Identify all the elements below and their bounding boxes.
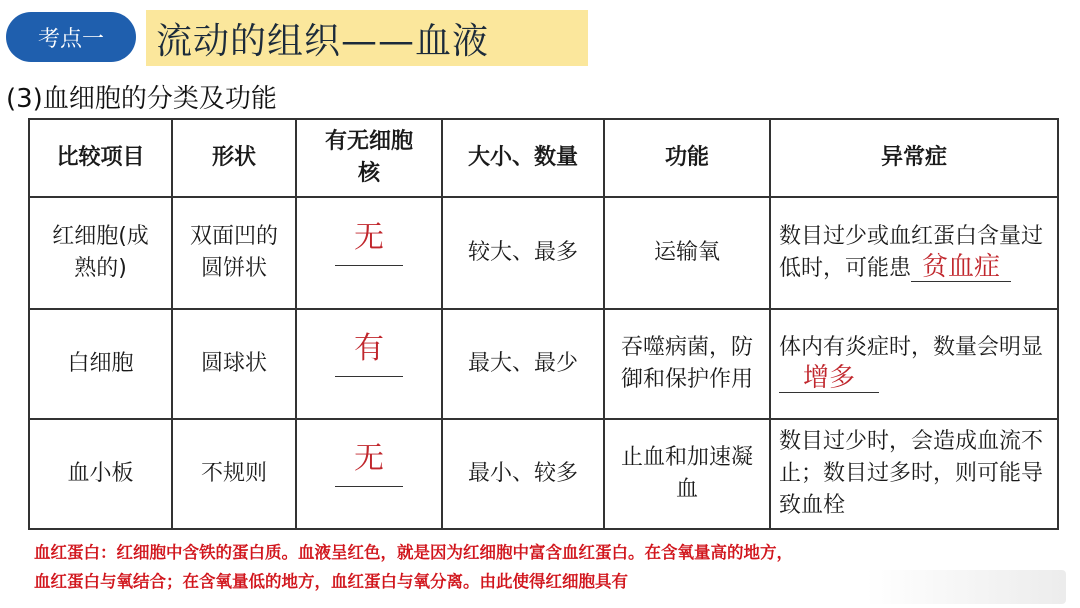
abnormal-text: 数目过少或血红蛋白含量过低时，可能患: [779, 224, 1044, 281]
note-line-2: 血红蛋白与氧结合；在含氧量低的地方，血红蛋白与氧分离。由此使得红细胞具有: [34, 572, 628, 591]
cell-nucleus: [296, 419, 442, 529]
handwritten-answer: 无: [354, 220, 384, 255]
section-subtitle: (3)血细胞的分类及功能: [6, 84, 277, 114]
cell-abnormal: 数目过少时，会造成血流不止；数目过多时，则可能导致血栓: [770, 419, 1058, 529]
answer-blank: [335, 220, 403, 268]
header-item: 比较项目: [29, 119, 172, 197]
header-shape: 形状: [172, 119, 296, 197]
answer-blank: [335, 331, 403, 379]
header-nucleus: 有无细胞核: [296, 119, 442, 197]
page-title: 流动的组织——血液: [146, 10, 588, 66]
header-function: 功能: [604, 119, 770, 197]
cell-nucleus: [296, 309, 442, 419]
cell-function: 止血和加速凝血: [604, 419, 770, 529]
note-line-1: 血红蛋白：红细胞中含铁的蛋白质。血液呈红色，就是因为红细胞中富含血红蛋白。在含氧量高的地方，: [34, 543, 793, 562]
section-badge: 考点一: [6, 12, 136, 62]
cell-item: 血小板: [29, 419, 172, 529]
cell-abnormal: [770, 309, 1058, 419]
table-row: [29, 419, 1058, 529]
cell-shape: 不规则: [172, 419, 296, 529]
handwritten-answer: 无: [354, 441, 384, 476]
abnormal-text: 体内有炎症时，数量会明显: [779, 335, 1044, 360]
cell-abnormal: [770, 197, 1058, 309]
cell-size: 最小、较多: [442, 419, 604, 529]
cell-function: 运输氧: [604, 197, 770, 309]
handwritten-answer: 贫血症: [911, 253, 1011, 282]
table-row: [29, 197, 1058, 309]
table-header-row: [29, 119, 1058, 197]
cell-item: 红细胞(成熟的): [29, 197, 172, 309]
cell-shape: 双面凹的圆饼状: [172, 197, 296, 309]
cell-shape: 圆球状: [172, 309, 296, 419]
handwritten-answer: 有: [354, 331, 384, 366]
cell-size: 较大、最多: [442, 197, 604, 309]
blood-cell-table: [28, 118, 1059, 530]
header-size: 大小、数量: [442, 119, 604, 197]
watermark-overlay: [866, 570, 1066, 604]
cell-item: 白细胞: [29, 309, 172, 419]
table-row: [29, 309, 1058, 419]
cell-size: 最大、最少: [442, 309, 604, 419]
cell-nucleus: [296, 197, 442, 309]
header-abnormal: 异常症: [770, 119, 1058, 197]
answer-blank: [335, 441, 403, 489]
handwritten-answer: 增多: [779, 364, 879, 393]
cell-function: 吞噬病菌，防御和保护作用: [604, 309, 770, 419]
